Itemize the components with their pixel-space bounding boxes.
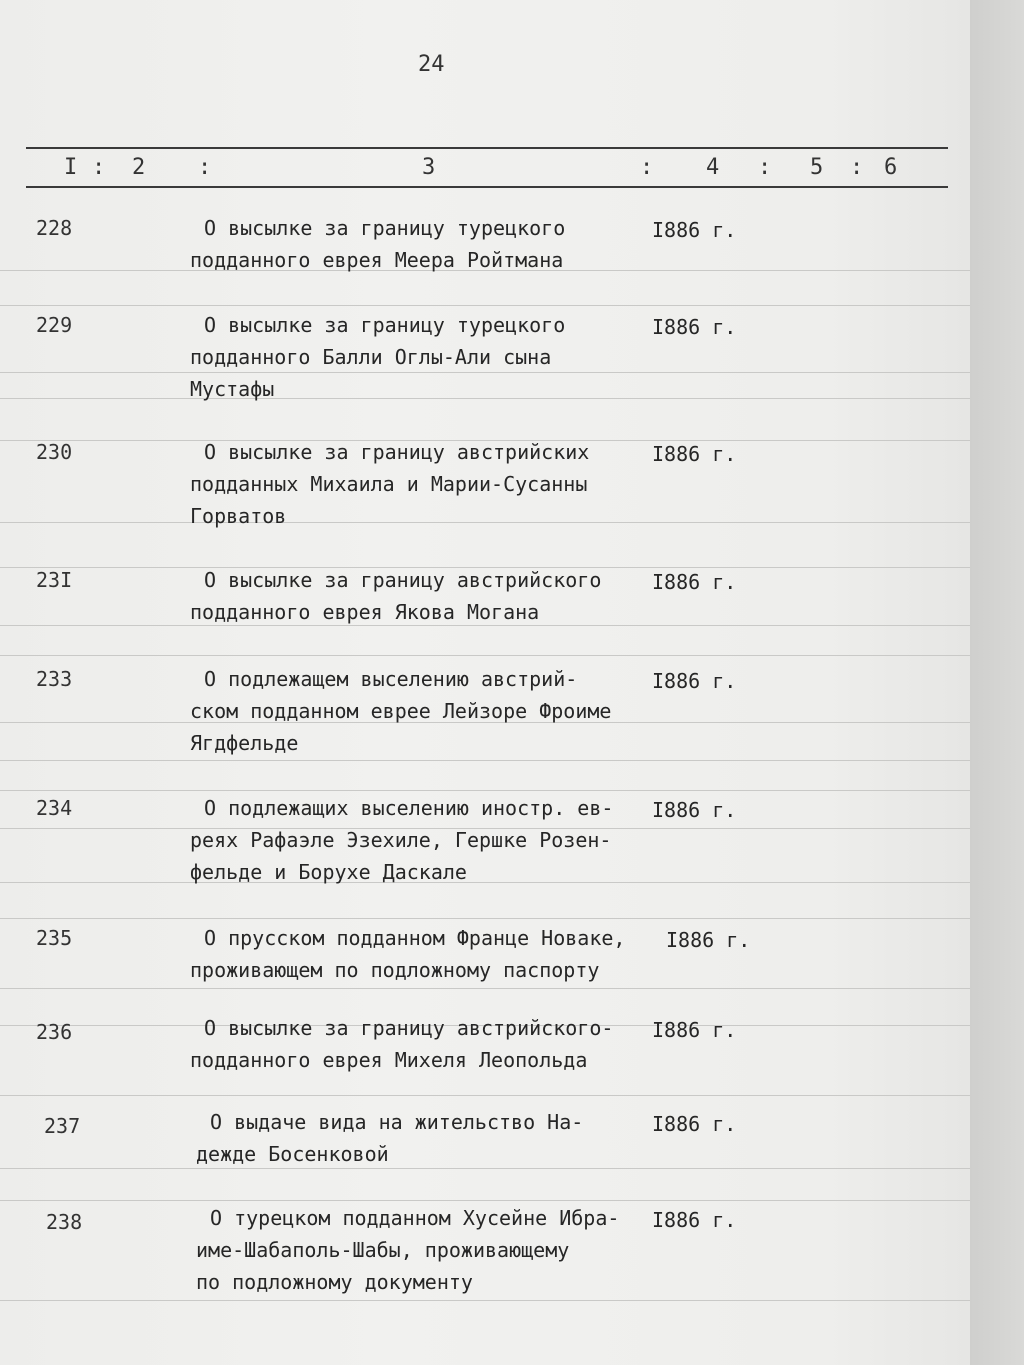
column-5-label: 5 [810, 155, 824, 180]
entry-description: О высылке за границу австрийских подданных Михаила и Марии-Сусанны Горватов [190, 440, 590, 528]
entry-number: 233 [36, 667, 73, 691]
entry-year: I886 г. [652, 1018, 737, 1042]
entry-number: 228 [36, 216, 73, 240]
entry-description: О прусском подданном Франце Новаке, проживающем по подложному паспорту [190, 926, 626, 982]
entry-year: I886 г. [652, 669, 737, 693]
entry-number: 229 [36, 313, 73, 337]
entry-year: I886 г. [652, 798, 737, 822]
entry-description: О высылке за границу турецкого подданного еврея Меера Ройтмана [190, 216, 566, 272]
entry-number: 238 [46, 1210, 83, 1234]
entry-description: О подлежащих выселению иностр. ев- реях Рафаэле Эзехиле, Гершке Розен- фельде и Борухе Даскале [190, 796, 614, 884]
page-number: 24 [418, 52, 445, 77]
entry-number: 230 [36, 440, 73, 464]
column-separator: : [92, 155, 106, 180]
column-separator: : [758, 155, 772, 180]
entry-year: I886 г. [652, 570, 737, 594]
entry-year: I886 г. [652, 1112, 737, 1136]
entry-description: О подлежащем выселению австрий- ском подданном еврее Лейзоре Фроиме Ягдфельде [190, 667, 612, 755]
entry-year: I886 г. [652, 315, 737, 339]
entry-description: О высылке за границу австрийского подданного еврея Якова Могана [190, 568, 602, 624]
entry-number: 234 [36, 796, 73, 820]
column-3-label: 3 [422, 155, 436, 180]
column-6-label: 6 [884, 155, 898, 180]
page-edge [970, 0, 1024, 1365]
entry-number: 236 [36, 1020, 73, 1044]
header-bottom-rule [26, 186, 948, 188]
entry-year: I886 г. [652, 442, 737, 466]
column-separator: : [198, 155, 212, 180]
column-2-label: 2 [132, 155, 146, 180]
entry-number: 235 [36, 926, 73, 950]
column-separator: : [850, 155, 864, 180]
entry-description: О высылке за границу турецкого подданного Балли Оглы-Али сына Мустафы [190, 313, 566, 401]
entry-description: О выдаче вида на жительство На- дежде Босенковой [196, 1110, 584, 1166]
entry-number: 23I [36, 568, 73, 592]
column-4-label: 4 [706, 155, 720, 180]
entry-description: О турецком подданном Хусейне Ибра- име-Шабаполь-Шабы, проживающему по подложному документу [196, 1206, 620, 1294]
header-top-rule [26, 147, 948, 149]
entry-description: О высылке за границу австрийского- подданного еврея Михеля Леопольда [190, 1016, 614, 1072]
entry-year: I886 г. [652, 1208, 737, 1232]
column-separator: : [640, 155, 654, 180]
entry-number: 237 [44, 1114, 81, 1138]
entry-year: I886 г. [652, 218, 737, 242]
column-1-label: I [64, 155, 78, 180]
entry-year: I886 г. [666, 928, 751, 952]
